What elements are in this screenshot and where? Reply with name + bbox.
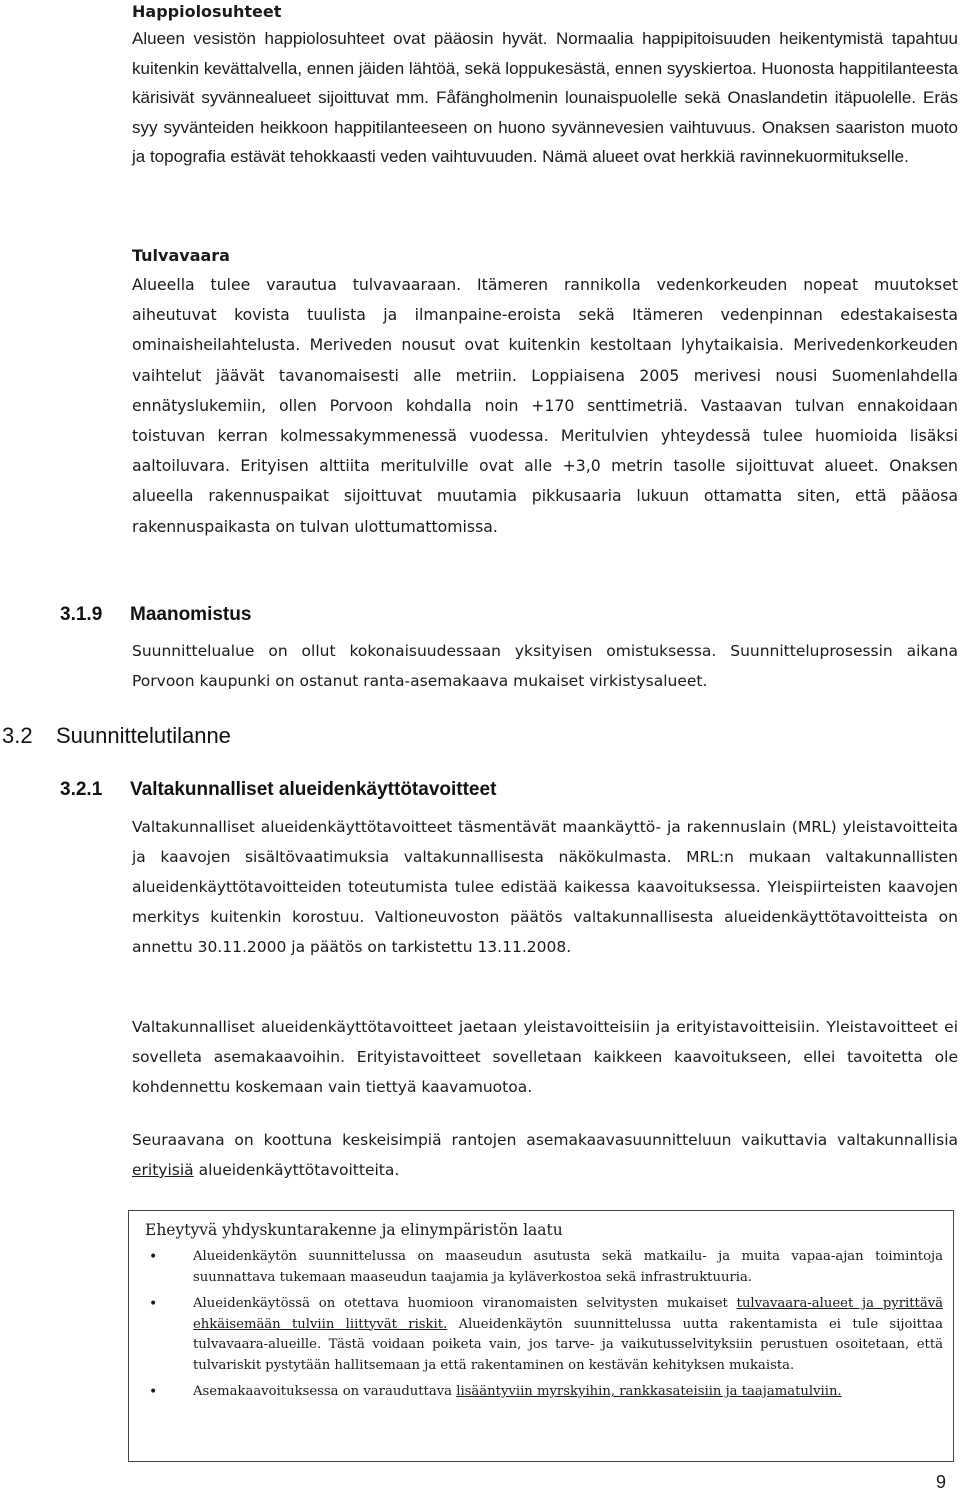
storm-flood-link[interactable]: lisääntyviin myrskyihin, rankkasateisiin ja taajamatulviin. (456, 1384, 842, 1399)
goal-item-3-text-start: Asemakaavoituksessa on varauduttava (193, 1384, 457, 1399)
flood-paragraph: Alueella tulee varautua tulvavaaraan. Itämeren rannikolla vedenkorkeuden nopeat muutokset aiheutuvat kovista tuulista ja ilmanpaine-eroista sekä Itämeren vedenpinnan edestakaisesta ominaisheilahtelusta. Meriveden nousut ovat kuitenkin kestoltaan lyhytaikaisia. Merivedenkorkeuden vaihtelut jäävät tavanomaisesti alle metriin. Loppiaisena 2005 merivesi nousi Suomenlahdella ennätyslukemiin, ollen Porvoon kohdalla noin +170 senttimetriä. Vastaavan tulvan ennakoidaan toistuvan kerran kolmessakymmenessä vuodessa. Meritulvien yhteydessä tulee huomioida lisäksi aaltoiluvara. Erityisen alttiita meritulville ovat alle +3,0 metrin tasolle sijoittuvat alueet. Onaksen alueella rakennuspaikat sijoittuvat muutamia pikkusaaria lukuun ottamatta siten, että pääosa rakennuspaikasta on tulvan ulottumattomissa. (132, 275, 958, 536)
national-goals-paragraph-1: Valtakunnalliset alueidenkäyttötavoitteet täsmentävät maankäyttö- ja rakennuslain (MRL) yleistavoitteita ja kaavojen sisältövaatimuksia valtakunnallisesta näkökulmasta. MRL:n mukaan valtakunnallisten alueidenkäyttötavoitteiden toteutumista tulee edistää kaikessa kaavoituksessa. Yleispiirteisten kaavojen merkitys kuitenkin korostuu. Valtioneuvoston päätös valtakunnallisesta alueidenkäyttötavoitteista on annettu 30.11.2000 ja päätös on tarkistettu 13.11.2008. (132, 818, 958, 956)
list-item (145, 1382, 943, 1403)
paragraph-3-text-end: alueidenkäyttötavoitteita. (193, 1161, 400, 1179)
land-ownership-heading (60, 604, 251, 626)
national-goals-section-2 (132, 1012, 958, 1102)
goal-item-2-text-end: Alueidenkäytön suunnittelussa uutta rakentamista ei tule sijoittaa tulvavaara-alueille. Tästä voidaan poiketa vain, jos tarve- ja vaikutusselvityksiin perustuen osoitetaan, että tulvariskit pystytään hallitsemaan ja että rakentaminen on kestävän kehityksen mukaista. (193, 1316, 943, 1373)
land-ownership-section (132, 636, 958, 696)
oxygen-heading: Happiolosuhteet (132, 2, 282, 21)
national-goals-title: Valtakunnalliset alueidenkäyttötavoitteet (130, 779, 497, 800)
planning-situation-heading (2, 723, 231, 749)
national-goals-section (132, 812, 958, 962)
list-item (145, 1294, 943, 1376)
goal-item-2-text-start: Alueidenkäytössä on otettava huomioon viranomaisten selvitysten mukaiset (193, 1296, 737, 1311)
land-ownership-number: 3.1.9 (60, 604, 103, 625)
specific-goals-link[interactable]: erityisiä (132, 1161, 194, 1179)
oxygen-paragraph: Alueen vesistön happiolosuhteet ovat pääosin hyvät. Normaalia happipitoisuuden heikentymistä tapahtuu kuitenkin kevättalvella, ennen jäiden lähtöä, sekä loppukesästä, ennen syyskiertoa. Huonosta happitilanteesta kärisivät syvännealueet sijoittuvat mm. Fåfängholmenin lounaispuolelle sekä Onaslandetin itäpuolelle. Eräs syy syvänteiden heikkoon happitilanteeseen on huono syvännevesien vaihtuvuus. Onaksen saariston muoto ja topografia estävät tehokkaasti veden vaihtuvuuden. Nämä alueet ovat herkkiä ravinnekuormitukselle. (132, 29, 958, 166)
goals-box (128, 1210, 954, 1462)
goals-box-title: Eheytyvä yhdyskuntarakenne ja elinympäristön laatu (145, 1221, 563, 1239)
paragraph-3-text-start: Seuraavana on koottuna keskeisimpiä rantojen asemakaavasuunnitteluun vaikuttavia valtakunnallisia (132, 1131, 958, 1149)
goal-item-1-text: Alueidenkäytön suunnittelussa on maaseudun asutusta sekä matkailu- ja muita vapaa-ajan toimintoja suunnattava tukemaan maaseudun taajamia ja kyläverkostoa sekä infrastruktuuria. (193, 1249, 943, 1285)
planning-situation-number: 3.2 (2, 723, 33, 748)
land-ownership-paragraph: Suunnittelualue on ollut kokonaisuudessaan yksityisen omistuksessa. Suunnitteluprosessin aikana Porvoon kaupunki on ostanut ranta-asemakaava mukaiset virkistysalueet. (132, 642, 958, 690)
flood-heading: Tulvavaara (132, 246, 230, 265)
national-goals-paragraph-3 (132, 1125, 958, 1185)
land-ownership-title: Maanomistus (130, 604, 252, 625)
national-goals-number: 3.2.1 (60, 779, 103, 800)
planning-situation-title: Suunnittelutilanne (56, 723, 231, 748)
flood-section (132, 242, 958, 542)
list-item (145, 1247, 943, 1288)
bullet-icon: • (149, 1249, 158, 1265)
national-goals-heading (60, 779, 496, 801)
national-goals-paragraph-2: Valtakunnalliset alueidenkäyttötavoitteet jaetaan yleistavoitteisiin ja erityistavoitteisiin. Yleistavoitteet ei sovelleta asemakaavoihin. Erityistavoitteet sovelletaan kaikkeen kaavoitukseen, ellei tavoitetta ole kohdennettu koskemaan vain tiettyä kaavamuotoa. (132, 1018, 958, 1096)
page-number: 9 (935, 1472, 946, 1492)
bullet-icon: • (149, 1384, 158, 1400)
flood-risk-link[interactable]: tulvavaara-alueet ja pyrittävä ehkäisemään tulviin liittyvät riskit. (193, 1296, 944, 1332)
national-goals-section-3 (132, 1125, 958, 1185)
goals-list (145, 1247, 943, 1403)
bullet-icon: • (149, 1296, 158, 1312)
oxygen-section (132, 0, 958, 172)
